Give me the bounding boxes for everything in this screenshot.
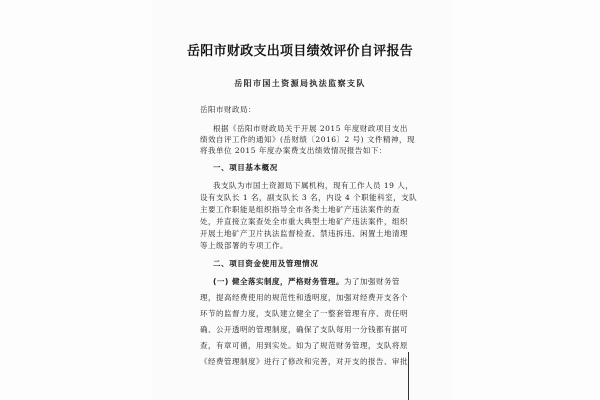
section2-subheading: (一) 健全落实制度，严格财务管理。 [213, 277, 344, 286]
scan-edge-mark [408, 352, 409, 400]
intro-line-3: 将我单位 2015 年度办案费支出绩效情况报告如下： [200, 146, 387, 155]
intro-line-1: 根据《岳阳市财政局关于开展 2015 年度财政项目支出 [213, 124, 408, 133]
section1-line-3: 主要工作职能是组织指导全市各类土地矿产违法案件的查 [200, 205, 400, 214]
section1-heading: 一、项目基本概况 [213, 163, 278, 172]
salutation: 岳阳市财政局： [200, 105, 256, 114]
section1-line-6: 等上级部署的专项工作。 [200, 241, 288, 250]
section1-line-2: 设有支队长 1 名，副支队长 3 名，内设 4 个职能科室，支队 [200, 193, 418, 202]
section2-paragraph-rest: 为了加强财务管 [343, 277, 400, 286]
section2-line-5: 《经费管理制度》进行了修改和完善，对开支的报告、审批 [200, 357, 408, 366]
issuer-line: 岳阳市国土资源局执法监察支队 [234, 78, 366, 88]
section2-line-3: 确、公开透明的管理制度，确保了支队每用一分钱都有据可 [200, 325, 408, 334]
document-title: 岳阳市财政支出项目绩效评价自评报告 [186, 44, 414, 59]
section2-paragraph-start [213, 277, 413, 287]
section2-line-1: 理，提高经费使用的规范性和透明度，加强对经费开支各个 [200, 293, 408, 302]
section1-line-5: 开展土地矿产卫片执法监督检查、禁违拆违、闲置土地清理 [200, 229, 408, 238]
section1-line-1: 我支队为市国土资源局下属机构，现有工作人员 19 人， [213, 181, 414, 190]
section2-heading: 二、项目资金使用及管理情况 [213, 259, 319, 268]
section2-line-2: 环节的监督力度，支队建立健全了一整套管理有序、责任明 [200, 309, 408, 318]
section2-line-4: 查，有章可循，用到实处。如为了规范财务管理，支队将原 [200, 341, 408, 350]
section1-line-4: 处，并直接立案查处全市重大典型土地矿产违法案件，组织 [200, 217, 408, 226]
intro-line-2: 绩效自评工作的通知》(岳财绩〔2016〕2 号) 文件精神，现 [200, 135, 415, 144]
